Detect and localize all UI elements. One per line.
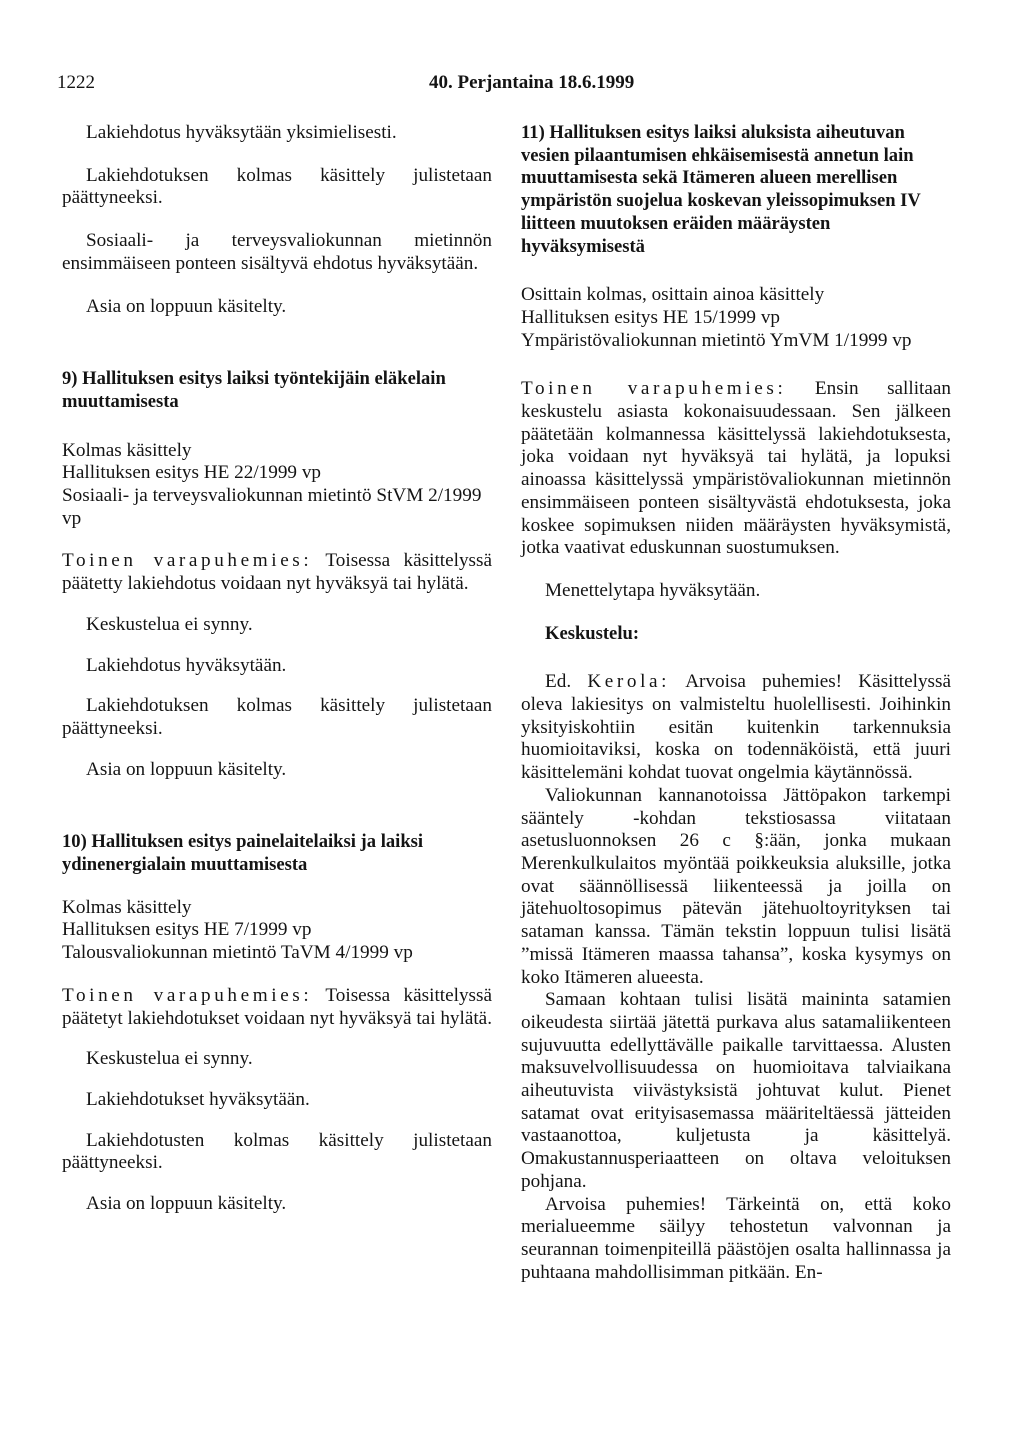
speech-text: Ensin sallitaan keskustelu asiasta kokonaisuudessaan. Sen jälkeen päätetään kolmannessa käsittelyssä lakiehdotuksesta, joka voidaan nyt hyväksyä tai hylätä, ja lopuksi ainoassa käsittelyssä ympäristövaliokunnan mietinnön ensimmäiseen ponteen sisältyvästä ehdotuksesta, joka koskee sopimuksen niiden määräysten hyväksymistä, jotka vaativat eduskunnan suostumuksen. bbox=[521, 378, 951, 559]
speaker-name: Toinen varapuhemies: bbox=[521, 378, 787, 400]
paragraph: Asia on loppuun käsitelty. bbox=[86, 295, 287, 317]
paragraph: Asia on loppuun käsitelty. bbox=[86, 1193, 287, 1215]
speech-text: Toisessa käsittelyssä päätetyt lakiehdotukset voidaan nyt hyväksyä tai hylätä. bbox=[62, 984, 493, 1029]
paragraph: Lakiehdotus hyväksytään yksimielisesti. bbox=[86, 122, 397, 143]
page-header bbox=[57, 72, 967, 98]
item-details bbox=[62, 897, 492, 965]
paragraph: Keskustelua ei synny. bbox=[86, 613, 253, 635]
bill-reference: Hallituksen esitys HE 7/1999 vp bbox=[62, 919, 312, 941]
bill-reference: Hallituksen esitys HE 22/1999 vp bbox=[62, 462, 322, 484]
speech-text: Arvoisa puhemies! Käsittelyssä oleva lakiesitys on valmisteltu huolellisesti. Joihinkin yksityiskohtiin esitän kuitenkin tarkennuksia huomioitaviksi, koska on todennäköistä, että juuri käsittelemäni kohdat tuovat ongelmia käytännössä. bbox=[521, 671, 951, 784]
speech bbox=[62, 550, 492, 595]
paragraph: Lakiehdotusten kolmas käsittely julistetaan päättyneeksi. bbox=[62, 1129, 492, 1174]
speaker-name: Kerola: bbox=[587, 671, 671, 693]
speech bbox=[62, 985, 492, 1030]
speech bbox=[521, 671, 951, 785]
paragraph: Arvoisa puhemies! Tärkeintä on, että koko merialueemme säilyy tehostetun valvonnan ja seurannan toimenpiteillä päästöjen osalta hallinnassa ja puhtaana mahdollisimman pitkään. En- bbox=[521, 1193, 951, 1283]
paragraph: Asia on loppuun käsitelty. bbox=[86, 758, 287, 780]
item-heading: 11) Hallituksen esitys laiksi aluksista aiheutuvan vesien pilaantumisen ehkäisemisestä annetun lain muuttamisesta sekä Itämeren alueen merellisen ympäristön suojelua koskevan yleissopimuksen IV liitteen muutoksen eräiden määräysten hyväksymisestä bbox=[521, 122, 921, 257]
committee-report: Ympäristövaliokunnan mietintö YmVM 1/1999 vp bbox=[521, 329, 912, 351]
speaker-name: Toinen varapuhemies: bbox=[62, 550, 313, 572]
page-number: 1222 bbox=[57, 72, 95, 93]
paragraph: Lakiehdotukset hyväksytään. bbox=[86, 1088, 310, 1110]
paragraph: Samaan kohtaan tulisi lisätä maininta satamien oikeudesta siirtää jätettä purkava alus satamaliikenteen sujuvuutta edellyttävälle paikalle tarvittaessa. Alusten maksuvelvollisuudessa on huomioitava talviaikana aiheutuvista viivästyksistä johtuvat kulut. Pienet satamat ovat erityisasemassa määriteltäessä jätteiden vastaanottoa, kuljetusta ja käsittelyä. Omakustannusperiaatteen on oltava veloituksen pohjana. bbox=[521, 989, 951, 1192]
paragraph: Keskustelua ei synny. bbox=[86, 1048, 253, 1070]
item-details bbox=[521, 284, 951, 352]
reading-stage: Kolmas käsittely bbox=[62, 896, 192, 918]
speaker-name: Toinen varapuhemies: bbox=[62, 984, 313, 1006]
right-column bbox=[521, 122, 951, 1284]
paragraph: Valiokunnan kannanotoissa Jättöpakon tarkempi sääntely -kohdan tekstiosassa viitataan asetusluonnoksen 26 c §:ään, jonka mukaan Merenkulkulaitos myöntää poikkeuksia aluksille, jotka ovat säännöllisessä liikenteessä ja joilla on jätehuoltosopimus pätevän jätehuoltoyrityksen tai sataman kanssa. Tämän tekstin loppuun tulisi lisätä ”missä Itämeren maassa tahansa”, koska kysymys on koko Itämeren alueesta. bbox=[521, 784, 951, 988]
speech-text: Toisessa käsittelyssä päätetty lakiehdotus voidaan nyt hyväksyä tai hylätä. bbox=[62, 550, 493, 595]
speech bbox=[521, 378, 951, 560]
reading-stage: Osittain kolmas, osittain ainoa käsittely bbox=[521, 284, 825, 306]
item-heading: 10) Hallituksen esitys painelaitelaiksi ja laiksi ydinenergialain muuttamisesta bbox=[62, 831, 424, 876]
paragraph: Lakiehdotuksen kolmas käsittely julistetaan päättyneeksi. bbox=[62, 695, 492, 739]
session-date: 40. Perjantaina 18.6.1999 bbox=[429, 72, 635, 93]
paragraph: Menettelytapa hyväksytään. bbox=[545, 579, 761, 601]
paragraph: Lakiehdotus hyväksytään. bbox=[86, 654, 287, 676]
speaker-title: Ed. bbox=[545, 671, 572, 693]
reading-stage: Kolmas käsittely bbox=[62, 439, 192, 461]
left-column bbox=[62, 122, 492, 1216]
item-details bbox=[62, 440, 492, 531]
committee-report: Talousvaliokunnan mietintö TaVM 4/1999 vp bbox=[62, 942, 413, 964]
discussion-heading: Keskustelu: bbox=[545, 622, 640, 644]
bill-reference: Hallituksen esitys HE 15/1999 vp bbox=[521, 306, 781, 328]
paragraph: Sosiaali- ja terveysvaliokunnan mietinnön ensimmäiseen ponteen sisältyvä ehdotus hyväksytään. bbox=[62, 230, 492, 274]
committee-report: Sosiaali- ja terveysvaliokunnan mietintö StVM 2/1999 vp bbox=[62, 485, 482, 529]
item-heading: 9) Hallituksen esitys laiksi työntekijäin eläkelain muuttamisesta bbox=[62, 368, 446, 412]
paragraph: Lakiehdotuksen kolmas käsittely julistetaan päättyneeksi. bbox=[62, 164, 492, 209]
